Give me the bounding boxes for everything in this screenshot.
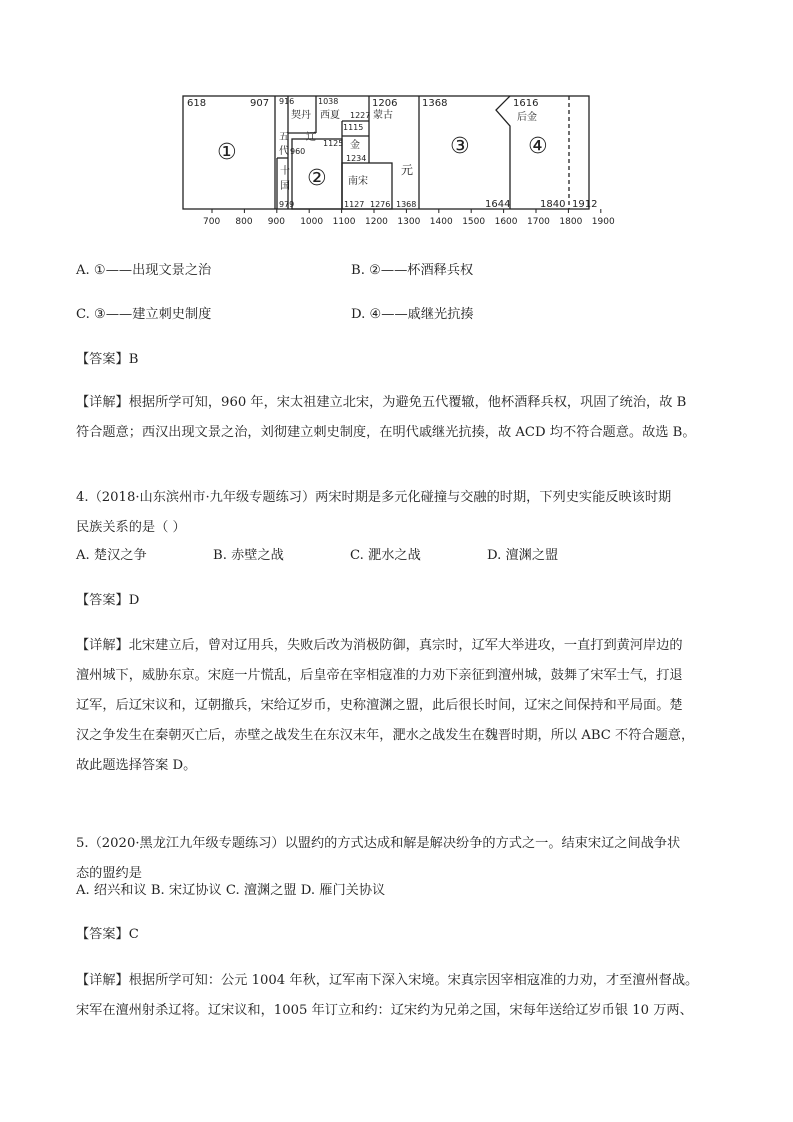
year-label: 1368: [422, 98, 448, 109]
answer-value: D: [128, 593, 140, 608]
axis-tick-label: 800: [235, 217, 253, 227]
axis-tick-label: 1100: [332, 217, 356, 227]
detail-label: 【详解】: [76, 973, 129, 988]
stem-text: 态的盟约是: [76, 866, 142, 881]
q4-option-d: D. 澶渊之盟: [487, 548, 559, 563]
dynasty-name: 蒙古: [373, 110, 393, 121]
dynasty-name: 国: [280, 181, 290, 192]
axis-tick-label: 1000: [300, 217, 324, 227]
detail-text: 符合题意；西汉出现文景之治，刘彻建立刺史制度，在明代戚继光抗揍，故 ACD 均不符合题意。故选 B。: [76, 425, 696, 440]
axis-tick-label: 1300: [397, 217, 421, 227]
axis-tick-label: 1600: [494, 217, 518, 227]
q3-answer: [76, 345, 726, 375]
year-label: 1206: [372, 98, 398, 109]
stem-text: 5.（2020·黑龙江九年级专题练习）以盟约的方式达成和解是解决纷争的方式之一。结束宋辽之间战争状: [76, 836, 681, 851]
detail-text: 汉之争发生在秦朝灭亡后，赤壁之战发生在东汉末年，淝水之战发生在魏晋时期，所以 ABC 不符合题意，: [76, 728, 695, 743]
axis-tick-label: 1400: [429, 217, 453, 227]
detail-label: 【详解】: [76, 638, 129, 653]
detail-text: 宋军在澶州射杀辽将。辽宋议和，1005 年订立和约：辽宋约为兄弟之国，宋每年送给辽岁币银 10 万两、: [76, 1003, 693, 1018]
q5-options: A. 绍兴和议 B. 宋辽协议 C. 澶渊之盟 D. 雁门关协议: [76, 883, 386, 898]
axis-tick-label: 1500: [462, 217, 486, 227]
year-label: 916: [279, 97, 295, 106]
q4-option-a: A. 楚汉之争: [76, 548, 147, 563]
q3-option-a: A. ①——出现文景之治: [76, 263, 212, 278]
detail-text: 辽军，后辽宋议和，辽朝撤兵，宋给辽岁币，史称澶渊之盟，此后很长时间，辽宋之间保持和平局面。楚: [76, 698, 683, 713]
stem-text: 4.（2018·山东滨州市·九年级专题练习）两宋时期是多元化碰撞与交融的时期，下列史实能反映该时期: [76, 490, 672, 505]
answer-label: 【答案】: [76, 593, 129, 608]
dynasty-name: 契丹: [291, 110, 311, 121]
year-label: 960: [290, 147, 306, 156]
year-label: 1912: [572, 199, 598, 210]
detail-text: 根据所学可知：公元 1004 年秋，辽军南下深入宋境。宋真宗因宰相寇准的力劝，才至澶州督战。: [128, 973, 699, 988]
axis-tick-label: 1900: [591, 217, 615, 227]
year-label: 1125: [323, 139, 344, 148]
year-label: 1234: [346, 154, 367, 163]
q5-detail: [76, 966, 726, 1026]
q4-stem: [76, 483, 726, 543]
region-2-label: ②: [307, 166, 327, 191]
dynasty-name: 辽: [306, 132, 316, 143]
q3-detail: [76, 388, 726, 448]
q3-option-c: C. ③——建立刺史制度: [76, 307, 212, 322]
detail-text: 澶州城下，威胁东京。宋庭一片慌乱，后皇帝在宰相寇准的力劝下亲征到澶州城，鼓舞了宋军士气，打退: [76, 668, 683, 683]
axis-tick-label: 700: [203, 217, 221, 227]
year-label: 907: [250, 98, 270, 109]
dynasty-name: 代: [279, 146, 289, 157]
detail-text: 故此题选择答案 D。: [76, 758, 197, 773]
axis-tick-label: 1700: [527, 217, 550, 227]
year-label: 1840: [540, 199, 566, 210]
region-3-label: ③: [450, 134, 470, 159]
year-label: 1115: [343, 123, 364, 132]
axis-tick-label: 1800: [559, 217, 583, 227]
year-label: 1038: [318, 97, 339, 106]
q4-detail: [76, 631, 726, 781]
q3-options-row-2: [76, 300, 726, 330]
year-label: 1127: [344, 200, 365, 209]
year-label: 1227: [350, 111, 371, 120]
answer-label: 【答案】: [76, 927, 129, 942]
year-label: 1616: [513, 98, 539, 109]
answer-value: C: [128, 927, 139, 942]
detail-text: 北宋建立后，曾对辽用兵，失败后改为消极防御，真宗时，辽军大举进攻，一直打到黄河岸边的: [128, 638, 683, 653]
year-label: 1368: [396, 200, 417, 209]
dynasty-name: 后金: [517, 112, 537, 123]
q3-option-b: B. ②——杯酒释兵权: [351, 263, 474, 278]
dynasty-timeline-figure: [180, 88, 615, 228]
q3-option-d: D. ④——戚继光抗揍: [351, 307, 474, 322]
answer-label: 【答案】: [76, 352, 129, 367]
year-label: 1276: [370, 200, 391, 209]
stem-text: 民族关系的是（ ）: [76, 520, 186, 535]
axis-tick-label: 1200: [365, 217, 388, 227]
year-label: 618: [187, 98, 207, 109]
q4-option-c: C. 淝水之战: [350, 548, 421, 563]
dynasty-name: 十: [280, 166, 290, 177]
dynasty-name: 金: [350, 140, 360, 151]
q4-option-b: B. 赤壁之战: [213, 548, 284, 563]
region-1-label: ①: [217, 140, 237, 165]
answer-value: B: [128, 352, 139, 367]
dynasty-name: 西夏: [320, 110, 340, 121]
dynasty-name: 元: [401, 163, 414, 177]
axis-tick-label: 900: [267, 217, 285, 227]
q5-answer: [76, 920, 726, 950]
q4-options: [76, 541, 726, 571]
year-label: 979: [279, 200, 295, 209]
q4-answer: [76, 586, 726, 616]
dynasty-name: 南宋: [348, 176, 368, 187]
q3-options-row-1: [76, 256, 726, 286]
dynasty-name: 五: [279, 132, 289, 143]
detail-text: 根据所学可知，960 年，宋太祖建立北宋，为避免五代覆辙，他杯酒释兵权，巩固了统治，故 B: [128, 395, 687, 410]
region-4-label: ④: [528, 134, 548, 159]
year-label: 1644: [485, 199, 511, 210]
detail-label: 【详解】: [76, 395, 129, 410]
